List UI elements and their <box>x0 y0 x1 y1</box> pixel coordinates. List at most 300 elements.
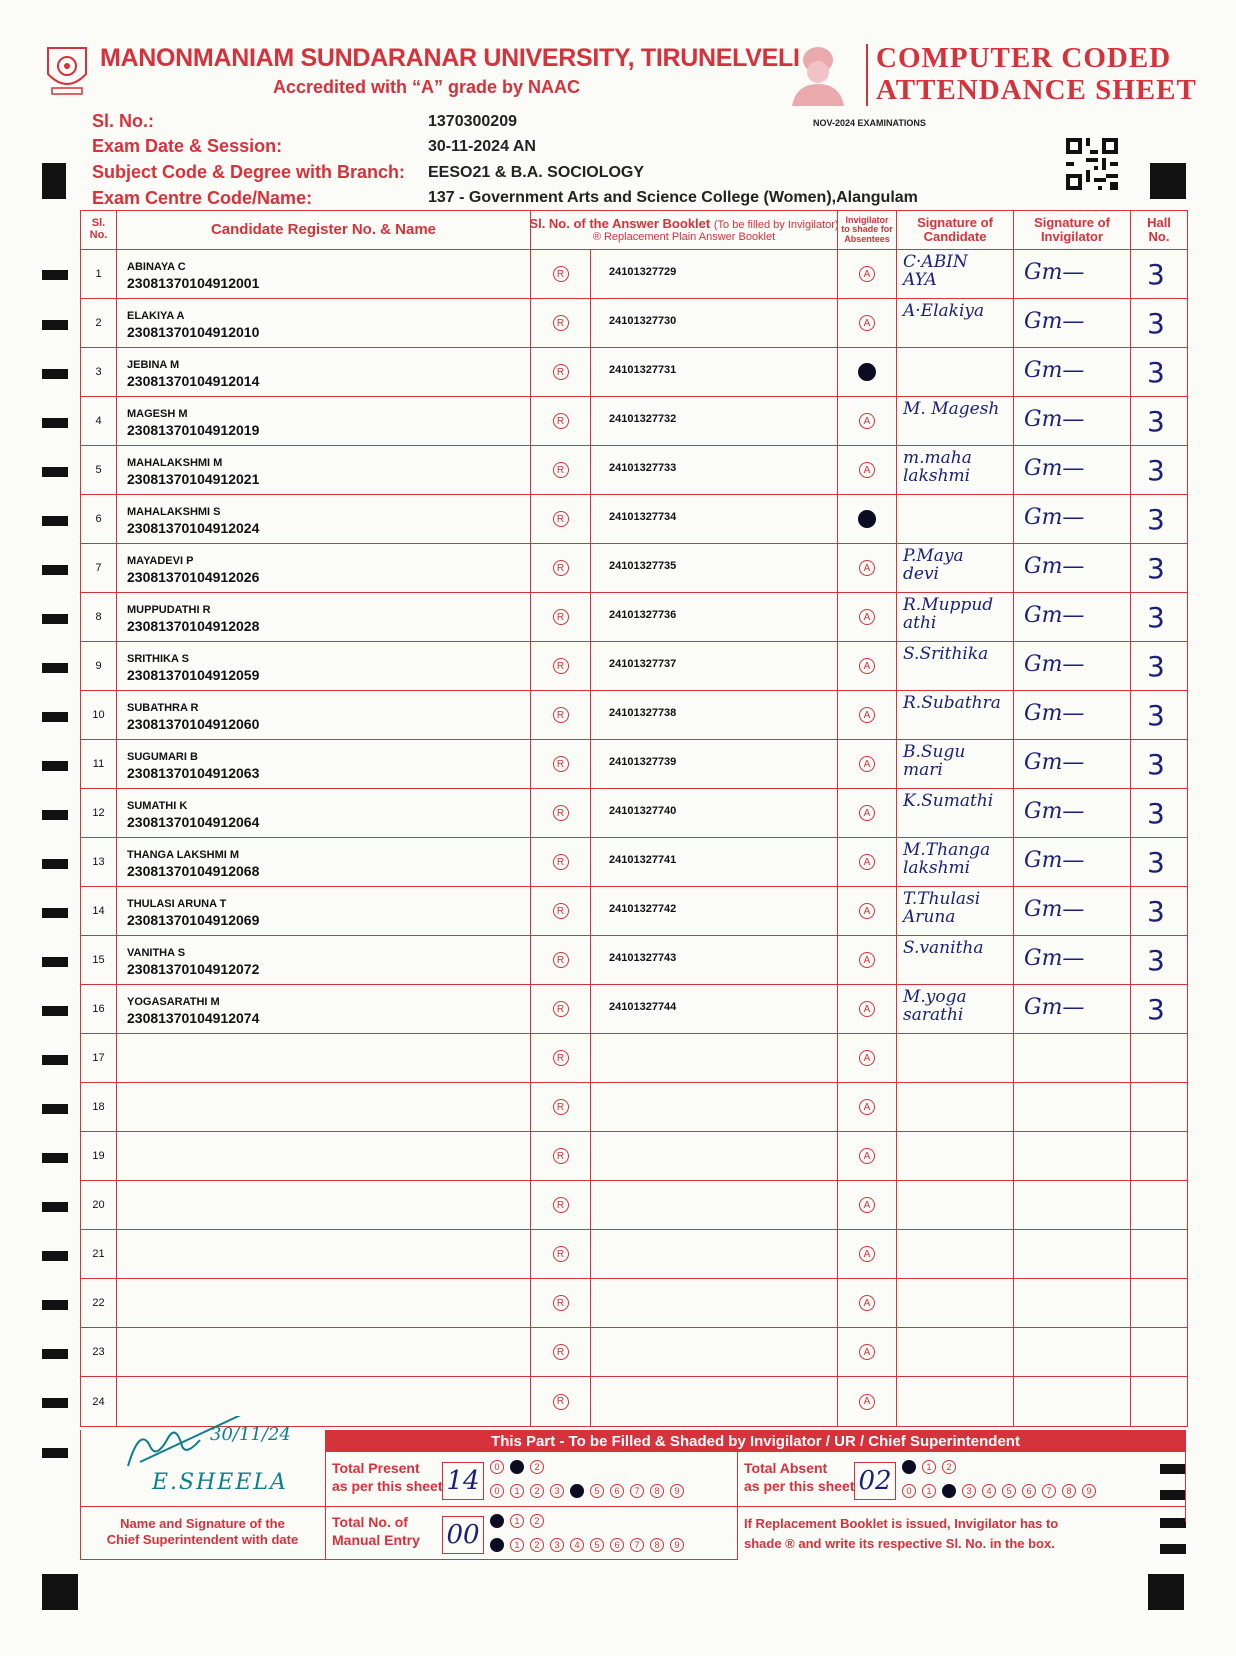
header-invigilator-absentees: Invigilator to shade for Absentees <box>838 211 897 249</box>
digit-bubble[interactable]: 2 <box>530 1514 544 1528</box>
chief-signature-date: 30/11/24 <box>210 1424 291 1445</box>
booklet-number[interactable]: 24101327729 <box>609 266 677 278</box>
booklet-number[interactable]: 24101327740 <box>609 805 677 817</box>
absent-bubble[interactable]: A <box>859 1148 875 1164</box>
table-row <box>81 887 1187 936</box>
present-units-bubbles <box>490 1484 690 1498</box>
table-body <box>81 250 1187 1426</box>
digit-bubble[interactable]: 4 <box>982 1484 996 1498</box>
hall-no-cell <box>1131 1181 1187 1229</box>
invigilator-signature-cell <box>1014 887 1131 935</box>
invigilator-signature-cell <box>1014 838 1131 886</box>
replacement-bubble[interactable]: R <box>553 511 569 527</box>
row-sl-no: 7 <box>95 562 102 574</box>
hall-no-cell <box>1131 1132 1187 1180</box>
digit-bubble[interactable]: 8 <box>650 1484 664 1498</box>
row-sl-no: 22 <box>92 1297 105 1309</box>
replacement-bubble[interactable]: R <box>553 462 569 478</box>
replacement-bubble[interactable]: R <box>553 413 569 429</box>
digit-bubble[interactable]: 0 <box>902 1484 916 1498</box>
digit-bubble[interactable]: 5 <box>590 1484 604 1498</box>
table-row <box>81 789 1187 838</box>
booklet-cell <box>591 1377 838 1426</box>
replacement-bubble[interactable]: R <box>553 903 569 919</box>
absent-bubble[interactable]: A <box>859 609 875 625</box>
booklet-cell <box>591 887 838 935</box>
title-divider <box>866 44 868 106</box>
timing-mark <box>42 565 68 575</box>
candidate-cell <box>117 1083 531 1131</box>
replacement-note: If Replacement Booklet is issued, Invigilator has to shade ® and write its respective Sl. No. in the box. <box>744 1516 1059 1551</box>
absent-value-box[interactable]: 02 <box>854 1462 896 1500</box>
invigilator-signature-cell <box>1014 1377 1131 1426</box>
replacement-cell <box>531 838 591 886</box>
subject-value: EESO21 & B.A. SOCIOLOGY <box>428 164 645 181</box>
absent-bubble[interactable]: A <box>859 1295 875 1311</box>
replacement-cell <box>531 250 591 298</box>
candidate-signature: m.maha lakshmi <box>903 448 972 486</box>
summary-section <box>80 1424 1186 1560</box>
booklet-number[interactable]: 24101327742 <box>609 903 677 915</box>
absent-cell <box>838 544 897 592</box>
absent-bubble[interactable]: A <box>859 462 875 478</box>
booklet-cell <box>591 838 838 886</box>
booklet-number[interactable]: 24101327736 <box>609 609 677 621</box>
booklet-cell <box>591 936 838 984</box>
invigilator-signature: Gm— <box>1024 897 1085 922</box>
candidate-cell <box>117 593 531 641</box>
hall-no: 3 <box>1147 748 1165 781</box>
digit-bubble[interactable]: 9 <box>670 1538 684 1552</box>
booklet-number[interactable]: 24101327741 <box>609 854 677 866</box>
row-sl-no: 10 <box>92 709 105 721</box>
absent-cell <box>838 1181 897 1229</box>
replacement-cell <box>531 887 591 935</box>
absent-bubble[interactable]: A <box>859 1394 875 1410</box>
digit-bubble[interactable]: 4 <box>570 1484 584 1498</box>
row-sl-no: 18 <box>92 1101 105 1113</box>
hall-no-cell <box>1131 887 1187 935</box>
hall-no: 3 <box>1147 356 1165 389</box>
candidate-cell <box>117 789 531 837</box>
booklet-number[interactable]: 24101327735 <box>609 560 677 572</box>
candidate-name: MUPPUDATHI R <box>127 604 211 616</box>
candidate-cell <box>117 985 531 1033</box>
row-sl-no-cell <box>81 1132 117 1180</box>
table-row <box>81 1132 1187 1181</box>
timing-mark <box>42 1349 68 1359</box>
replacement-bubble[interactable]: R <box>553 1246 569 1262</box>
candidate-register-no: 23081370104912028 <box>127 618 260 634</box>
digit-bubble[interactable]: 1 <box>922 1460 936 1474</box>
table-row <box>81 544 1187 593</box>
digit-bubble[interactable]: 0 <box>490 1484 504 1498</box>
replacement-bubble[interactable]: R <box>553 756 569 772</box>
absent-bubble[interactable]: A <box>859 1344 875 1360</box>
row-sl-no: 23 <box>92 1346 105 1358</box>
absent-cell <box>838 1279 897 1327</box>
row-sl-no-cell <box>81 1034 117 1082</box>
digit-bubble[interactable]: 3 <box>550 1484 564 1498</box>
invigilator-signature-cell <box>1014 495 1131 543</box>
booklet-number[interactable]: 24101327733 <box>609 462 677 474</box>
timing-mark <box>42 1202 68 1212</box>
present-label: Total Present as per this sheet <box>332 1460 443 1494</box>
header-hall-no: Hall No. <box>1147 215 1171 244</box>
absent-bubble[interactable]: A <box>859 266 875 282</box>
digit-bubble[interactable]: 3 <box>550 1538 564 1552</box>
digit-bubble[interactable]: 0 <box>490 1514 504 1528</box>
sl-no-label: Sl. No.: <box>92 111 154 131</box>
invigilator-signature: Gm— <box>1024 358 1085 383</box>
absent-cell <box>838 1132 897 1180</box>
absent-cell <box>838 691 897 739</box>
candidate-name: VANITHA S <box>127 947 186 959</box>
absent-bubble[interactable]: A <box>859 805 875 821</box>
candidate-signature-cell <box>897 1377 1014 1426</box>
absent-bubble[interactable]: A <box>859 413 875 429</box>
booklet-cell <box>591 348 838 396</box>
timing-mark <box>42 1398 68 1408</box>
absent-bubble[interactable]: A <box>859 707 875 723</box>
digit-bubble[interactable]: 1 <box>510 1538 524 1552</box>
absent-bubble[interactable]: A <box>858 510 876 528</box>
digit-bubble[interactable]: 8 <box>1062 1484 1076 1498</box>
row-sl-no-cell <box>81 495 117 543</box>
row-sl-no-cell <box>81 1279 117 1327</box>
digit-bubble[interactable]: 7 <box>1042 1484 1056 1498</box>
absent-bubble[interactable]: A <box>859 1001 875 1017</box>
digit-bubble[interactable]: 0 <box>490 1460 504 1474</box>
timing-mark <box>42 957 68 967</box>
invigilator-signature-cell <box>1014 789 1131 837</box>
digit-bubble[interactable]: 9 <box>670 1484 684 1498</box>
digit-bubble[interactable]: 6 <box>610 1484 624 1498</box>
table-row <box>81 1181 1187 1230</box>
booklet-cell <box>591 593 838 641</box>
absent-cell <box>838 936 897 984</box>
candidate-name: MAGESH M <box>127 408 188 420</box>
digit-bubble[interactable]: 2 <box>942 1460 956 1474</box>
absent-cell <box>838 1328 897 1376</box>
booklet-cell <box>591 495 838 543</box>
candidate-signature-cell <box>897 250 1014 298</box>
absent-cell <box>838 348 897 396</box>
exam-date-value: 30-11-2024 AN <box>428 138 536 155</box>
replacement-cell <box>531 1083 591 1131</box>
absent-cell <box>838 1377 897 1426</box>
frame-line <box>80 1506 1186 1507</box>
invigilator-signature-cell <box>1014 1083 1131 1131</box>
booklet-number[interactable]: 24101327731 <box>609 364 677 376</box>
replacement-bubble[interactable]: R <box>553 1295 569 1311</box>
candidate-signature-cell <box>897 446 1014 494</box>
row-sl-no: 15 <box>92 954 105 966</box>
candidate-cell <box>117 691 531 739</box>
hall-no-cell <box>1131 397 1187 445</box>
booklet-number[interactable]: 24101327738 <box>609 707 677 719</box>
digit-bubble[interactable]: 3 <box>962 1484 976 1498</box>
replacement-cell <box>531 348 591 396</box>
hall-no: 3 <box>1147 650 1165 683</box>
candidate-name: YOGASARATHI M <box>127 996 220 1008</box>
replacement-bubble[interactable]: R <box>553 658 569 674</box>
absent-cell <box>838 397 897 445</box>
digit-bubble[interactable]: 7 <box>630 1538 644 1552</box>
row-sl-no: 8 <box>95 611 102 623</box>
hall-no-cell <box>1131 1279 1187 1327</box>
digit-bubble[interactable]: 1 <box>922 1484 936 1498</box>
digit-bubble[interactable]: 0 <box>490 1538 504 1552</box>
candidate-cell <box>117 1181 531 1229</box>
replacement-bubble[interactable]: R <box>553 1050 569 1066</box>
timing-mark <box>42 516 68 526</box>
booklet-cell <box>591 985 838 1033</box>
timing-mark <box>42 1448 68 1458</box>
manual-units-bubbles <box>490 1538 690 1552</box>
present-value-box[interactable]: 14 <box>442 1462 484 1500</box>
replacement-bubble[interactable]: R <box>553 266 569 282</box>
candidate-name: SUMATHI K <box>127 800 188 812</box>
candidate-signature-cell <box>897 789 1014 837</box>
invigilator-signature-cell <box>1014 593 1131 641</box>
booklet-number[interactable]: 24101327743 <box>609 952 677 964</box>
timing-mark <box>42 1104 68 1114</box>
subject-label: Subject Code & Degree with Branch: <box>92 162 406 182</box>
timing-mark <box>42 712 68 722</box>
digit-bubble[interactable]: 1 <box>510 1460 524 1474</box>
row-sl-no: 14 <box>92 905 105 917</box>
replacement-bubble[interactable]: R <box>553 1001 569 1017</box>
absent-bubble[interactable]: A <box>859 658 875 674</box>
candidate-register-no: 23081370104912064 <box>127 814 260 830</box>
absent-cell <box>838 446 897 494</box>
candidate-signature: P.Maya devi <box>903 546 964 584</box>
absent-bubble[interactable]: A <box>858 363 876 381</box>
invigilator-signature-cell <box>1014 397 1131 445</box>
table-row <box>81 446 1187 495</box>
timing-mark <box>42 1006 68 1016</box>
absent-bubble[interactable]: A <box>859 1099 875 1115</box>
row-sl-no-cell <box>81 887 117 935</box>
replacement-bubble[interactable]: R <box>553 315 569 331</box>
booklet-cell <box>591 1083 838 1131</box>
absent-cell <box>838 838 897 886</box>
replacement-bubble[interactable]: R <box>553 1197 569 1213</box>
absent-bubble[interactable]: A <box>859 952 875 968</box>
exam-date-label: Exam Date & Session: <box>92 136 283 156</box>
row-sl-no-cell <box>81 691 117 739</box>
invigilator-signature: Gm— <box>1024 750 1085 775</box>
candidate-register-no: 23081370104912059 <box>127 667 260 683</box>
header-invigilator-signature: Signature of Invigilator <box>1014 211 1131 249</box>
hall-no: 3 <box>1147 258 1165 291</box>
booklet-number[interactable]: 24101327744 <box>609 1001 677 1013</box>
hall-no-cell <box>1131 985 1187 1033</box>
timing-mark <box>42 761 68 771</box>
candidate-cell <box>117 936 531 984</box>
booklet-number[interactable]: 24101327734 <box>609 511 677 523</box>
replacement-cell <box>531 691 591 739</box>
invigilator-signature: Gm— <box>1024 995 1085 1020</box>
digit-bubble[interactable]: 1 <box>510 1484 524 1498</box>
table-row <box>81 936 1187 985</box>
booklet-cell <box>591 642 838 690</box>
row-sl-no: 2 <box>95 317 102 329</box>
booklet-cell <box>591 691 838 739</box>
candidate-register-no: 23081370104912024 <box>127 520 260 536</box>
table-row <box>81 348 1187 397</box>
replacement-cell <box>531 789 591 837</box>
replacement-cell <box>531 1034 591 1082</box>
candidate-name: THANGA LAKSHMI M <box>127 849 240 861</box>
candidate-signature-cell <box>897 1083 1014 1131</box>
booklet-cell <box>591 446 838 494</box>
candidate-name: MAHALAKSHMI M <box>127 457 223 469</box>
frame-line <box>1185 1430 1186 1522</box>
row-sl-no-cell <box>81 1328 117 1376</box>
candidate-cell <box>117 838 531 886</box>
replacement-bubble[interactable]: R <box>553 707 569 723</box>
digit-bubble[interactable]: 9 <box>1082 1484 1096 1498</box>
hall-no-cell <box>1131 1230 1187 1278</box>
replacement-bubble[interactable]: R <box>553 364 569 380</box>
digit-bubble[interactable]: 2 <box>530 1484 544 1498</box>
row-sl-no: 4 <box>95 415 102 427</box>
timing-mark <box>42 810 68 820</box>
digit-bubble[interactable]: 4 <box>570 1538 584 1552</box>
replacement-bubble[interactable]: R <box>553 1344 569 1360</box>
invigilator-signature: Gm— <box>1024 309 1085 334</box>
candidate-signature: S.vanitha <box>903 938 984 958</box>
replacement-cell <box>531 299 591 347</box>
candidate-cell <box>117 544 531 592</box>
booklet-number[interactable]: 24101327730 <box>609 315 677 327</box>
absent-bubble[interactable]: A <box>859 903 875 919</box>
booklet-number[interactable]: 24101327737 <box>609 658 677 670</box>
replacement-bubble[interactable]: R <box>553 560 569 576</box>
timing-mark <box>42 270 68 280</box>
present-tens-bubbles <box>490 1460 550 1474</box>
accreditation: Accredited with “A” grade by NAAC <box>273 77 581 97</box>
registration-mark <box>42 163 66 199</box>
candidate-signature: R.Muppud athi <box>903 595 994 633</box>
absent-cell <box>838 887 897 935</box>
candidate-signature-cell <box>897 740 1014 788</box>
replacement-bubble[interactable]: R <box>553 1148 569 1164</box>
replacement-bubble[interactable]: R <box>553 952 569 968</box>
row-sl-no-cell <box>81 789 117 837</box>
absent-bubble[interactable]: A <box>859 560 875 576</box>
invigilator-signature: Gm— <box>1024 799 1085 824</box>
absent-bubble[interactable]: A <box>859 315 875 331</box>
hall-no-cell <box>1131 593 1187 641</box>
row-sl-no-cell <box>81 299 117 347</box>
hall-no: 3 <box>1147 601 1165 634</box>
absent-bubble[interactable]: A <box>859 854 875 870</box>
booklet-number[interactable]: 24101327732 <box>609 413 677 425</box>
replacement-bubble[interactable]: R <box>553 609 569 625</box>
digit-bubble[interactable]: 0 <box>902 1460 916 1474</box>
digit-bubble[interactable]: 2 <box>530 1460 544 1474</box>
replacement-bubble[interactable]: R <box>553 854 569 870</box>
hall-no-cell <box>1131 1034 1187 1082</box>
digit-bubble[interactable]: 5 <box>1002 1484 1016 1498</box>
booklet-number[interactable]: 24101327739 <box>609 756 677 768</box>
candidate-signature-cell <box>897 691 1014 739</box>
candidate-cell <box>117 1132 531 1180</box>
booklet-cell <box>591 1034 838 1082</box>
replacement-cell <box>531 446 591 494</box>
timing-mark <box>42 369 68 379</box>
invigilator-signature-cell <box>1014 446 1131 494</box>
candidate-signature-cell <box>897 1181 1014 1229</box>
row-sl-no: 6 <box>95 513 102 525</box>
replacement-cell <box>531 1377 591 1426</box>
candidate-cell <box>117 397 531 445</box>
digit-bubble[interactable]: 6 <box>1022 1484 1036 1498</box>
manual-entry-value-box[interactable]: 00 <box>442 1516 484 1554</box>
absent-bubble[interactable]: A <box>859 1050 875 1066</box>
digit-bubble[interactable]: 5 <box>590 1538 604 1552</box>
candidate-signature: M. Magesh <box>903 399 1000 419</box>
header-sl-no: Sl. No. <box>81 211 117 249</box>
digit-bubble[interactable]: 8 <box>650 1538 664 1552</box>
candidate-name: ELAKIYA A <box>127 310 185 322</box>
candidate-signature: M.Thanga lakshmi <box>903 840 991 878</box>
replacement-cell <box>531 495 591 543</box>
candidate-name: SRITHIKA S <box>127 653 189 665</box>
header-booklet: Sl. No. of the Answer Booklet (To be filled by Invigilator) ® Replacement Plain Answer Booklet <box>531 211 838 249</box>
candidate-register-no: 23081370104912010 <box>127 324 260 340</box>
row-sl-no-cell <box>81 740 117 788</box>
digit-bubble[interactable]: 6 <box>610 1538 624 1552</box>
digit-bubble[interactable]: 7 <box>630 1484 644 1498</box>
digit-bubble[interactable]: 2 <box>530 1538 544 1552</box>
hall-no-cell <box>1131 544 1187 592</box>
digit-bubble[interactable]: 1 <box>510 1514 524 1528</box>
invigilator-signature: Gm— <box>1024 456 1085 481</box>
hall-no: 3 <box>1147 307 1165 340</box>
replacement-cell <box>531 936 591 984</box>
absent-bubble[interactable]: A <box>859 756 875 772</box>
absent-cell <box>838 1083 897 1131</box>
hall-no: 3 <box>1147 944 1165 977</box>
candidate-cell <box>117 250 531 298</box>
hall-no: 3 <box>1147 993 1165 1026</box>
replacement-bubble[interactable]: R <box>553 1099 569 1115</box>
replacement-bubble[interactable]: R <box>553 1394 569 1410</box>
digit-bubble[interactable]: 2 <box>942 1484 956 1498</box>
invigilator-signature: Gm— <box>1024 407 1085 432</box>
replacement-bubble[interactable]: R <box>553 805 569 821</box>
table-row <box>81 299 1187 348</box>
timing-mark <box>42 663 68 673</box>
hall-no-cell <box>1131 1377 1187 1426</box>
attendance-table <box>80 210 1188 1427</box>
replacement-cell <box>531 1230 591 1278</box>
replacement-cell <box>531 397 591 445</box>
registration-mark <box>1148 1574 1184 1610</box>
invigilator-signature-cell <box>1014 642 1131 690</box>
chief-label: Name and Signature of the Chief Superintendent with date <box>106 1516 299 1548</box>
absent-bubble[interactable]: A <box>859 1197 875 1213</box>
candidate-signature-cell <box>897 838 1014 886</box>
absent-bubble[interactable]: A <box>859 1246 875 1262</box>
hall-no-cell <box>1131 642 1187 690</box>
row-sl-no-cell <box>81 397 117 445</box>
candidate-name: MAHALAKSHMI S <box>127 506 221 518</box>
